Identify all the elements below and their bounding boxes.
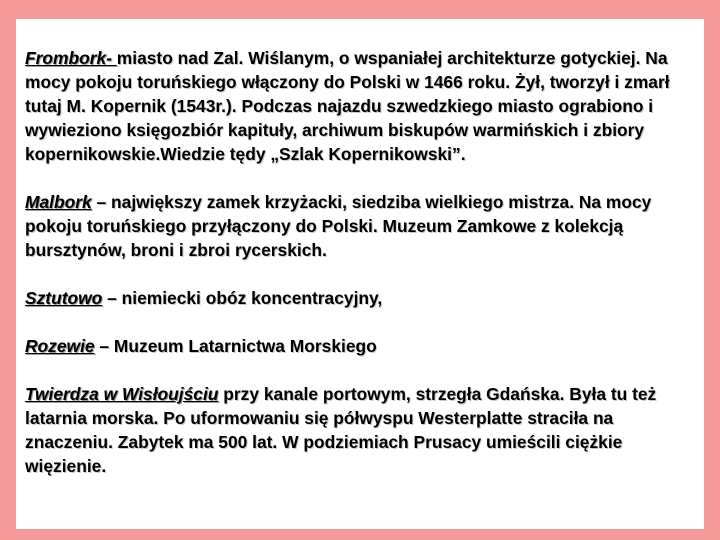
entry-description: – niemiecki obóz koncentracyjny, [102, 288, 383, 308]
entry-malbork [25, 190, 700, 262]
entry-sztutowo [25, 286, 700, 310]
entry-description: miasto nad Zal. Wiślanym, o wspaniałej architekturze gotyckiej. Na mocy pokoju toruńskiego włączony do Polski w 1466 roku. Żył, tworzył i zmarł tutaj M. Kopernik (1543r.). Podczas najazdu szwedzkiego miasto ograbiono i wywieziono księgozbiór kapituły, archiwum biskupów warmińskich i zbiory kopernikowskie.Wiedzie tędy „Szlak Kopernikowski”. [25, 48, 670, 164]
entry-rozewie [25, 334, 700, 358]
entry-description: – Muzeum Latarnictwa Morskiego [94, 336, 377, 356]
entry-term: Twierdza w Wisłoujściu [25, 384, 219, 404]
entry-description: – największy zamek krzyżacki, siedziba wielkiego mistrza. Na mocy pokoju toruńskiego przyłączony do Polski. Muzeum Zamkowe z kolekcją bursztynów, broni i zbroi rycerskich. [25, 192, 652, 260]
entry-twierdza-wisloujscie [25, 382, 700, 478]
entry-term: Rozewie [25, 336, 95, 356]
entry-term: Malbork [25, 192, 92, 212]
entry-term: Frombork- [25, 48, 117, 68]
entry-term: Sztutowo [25, 288, 103, 308]
entry-frombork [25, 46, 700, 166]
slide-content [25, 46, 700, 478]
slide-page [16, 19, 704, 529]
entry-description: przy kanale portowym, strzegła Gdańska. Była tu też latarnia morska. Po uformowaniu się półwyspu Westerplatte straciła na znaczeniu. Zabytek ma 500 lat. W podziemiach Prusacy umieścili ciężkie więzienie. [25, 384, 657, 476]
